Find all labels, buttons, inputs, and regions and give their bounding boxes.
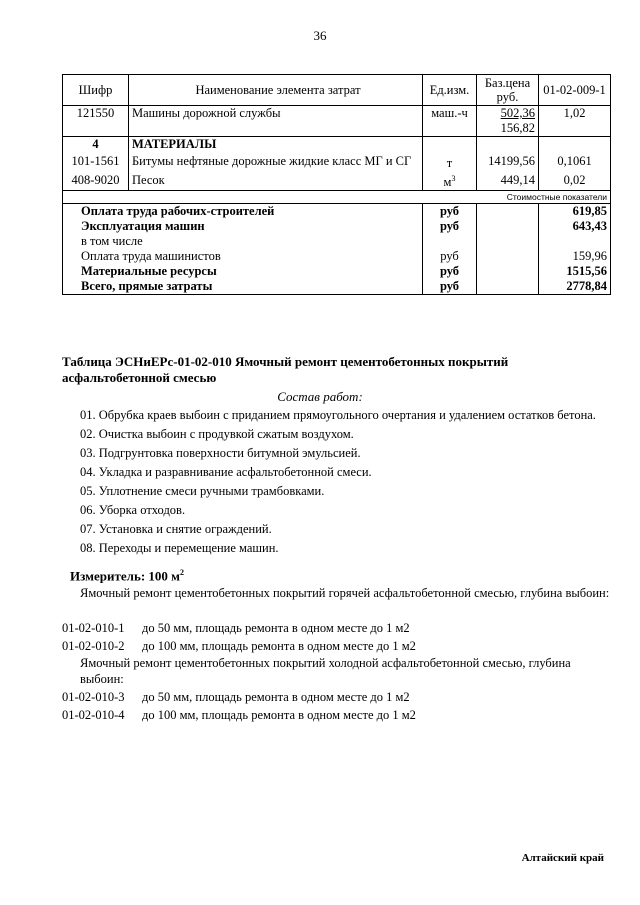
cell-unit: т	[423, 152, 477, 171]
cell-unit: руб	[423, 264, 477, 279]
cell-name: в том числе	[63, 234, 423, 249]
norm-text: до 50 мм, площадь ремонта в одном месте до 1 м2	[142, 690, 410, 704]
table-row-machines-price2	[63, 121, 611, 137]
table-header-row	[63, 75, 611, 106]
cell-name: Оплата труда машинистов	[63, 249, 423, 264]
cell-name: Битумы нефтяные дорожные жидкие класс МГ и СГ	[129, 152, 423, 171]
table-row-cost-caption	[63, 191, 611, 204]
cell-code: 408-9020	[63, 171, 129, 191]
cell-name: МАТЕРИАЛЫ	[129, 137, 423, 153]
table-row-material	[63, 171, 611, 191]
cell-unit: руб	[423, 219, 477, 234]
cell-value: 0,1061	[539, 152, 611, 171]
list-item: 07. Установка и снятие ограждений.	[80, 522, 272, 536]
hot-mix-description: Ямочный ремонт цементобетонных покрытий горячей асфальтобетонной смесью, глубина выбоин:	[80, 586, 610, 600]
code-row	[62, 620, 410, 636]
cell-value: 0,02	[539, 171, 611, 191]
cell-unit: маш.-ч	[423, 106, 477, 122]
cell-code: 121550	[63, 106, 129, 122]
cell-price: 502,36	[477, 106, 539, 122]
cell-name: Материальные ресурсы	[63, 264, 423, 279]
list-item: 04. Укладка и разравнивание асфальтобетонной смеси.	[80, 465, 372, 479]
header-price	[477, 75, 539, 106]
norm-code: 01-02-010-1	[62, 621, 125, 635]
table-title-line1: Таблица ЭСНиЕРс-01-02-010 Ямочный ремонт цементобетонных покрытий	[62, 354, 509, 369]
table-title	[62, 354, 582, 386]
list-item: 08. Переходы и перемещение машин.	[80, 541, 279, 555]
list-item: 01. Обрубка краев выбоин с приданием прямоугольного очертания и удалением остатков бетона.	[80, 408, 596, 422]
works-list	[80, 407, 600, 559]
table-row-material-resources	[63, 264, 611, 279]
cell-value: 1,02	[539, 106, 611, 122]
list-item: 05. Уплотнение смеси ручными трамбовками.	[80, 484, 325, 498]
table-row-material	[63, 152, 611, 171]
cell-name: Песок	[129, 171, 423, 191]
cost-caption: Стоимостные показатели	[63, 191, 611, 204]
list-item: 06. Уборка отходов.	[80, 503, 186, 517]
norm-text: до 50 мм, площадь ремонта в одном месте до 1 м2	[142, 621, 410, 635]
table-title-line2: асфальтобетонной смесью	[62, 370, 217, 385]
cell-price: 449,14	[477, 171, 539, 191]
table-row-total	[63, 279, 611, 295]
table-row-operators	[63, 249, 611, 264]
cell-name: Эксплуатация машин	[63, 219, 423, 234]
page-number: 36	[313, 28, 327, 43]
code-row	[62, 689, 410, 705]
cell-code: 101-1561	[63, 152, 129, 171]
cell-value: 2778,84	[539, 279, 611, 295]
norm-code: 01-02-010-4	[62, 708, 125, 722]
header-price-line1: Баз.цена	[484, 76, 531, 90]
norm-code: 01-02-010-3	[62, 690, 125, 704]
table-row-machines	[63, 106, 611, 122]
code-row	[62, 638, 416, 654]
cell-value: 159,96	[539, 249, 611, 264]
cell-unit: руб	[423, 204, 477, 220]
cold-mix-description: Ямочный ремонт цементобетонных покрытий холодной асфальтобетонной смесью, глубина выбоин:	[80, 656, 571, 686]
footer-region: Алтайский край	[521, 852, 604, 864]
table-row-labor	[63, 204, 611, 220]
cell-unit: руб	[423, 279, 477, 295]
cell-unit: $м^3$	[423, 171, 477, 191]
cell-price: 14199,56	[477, 152, 539, 171]
cell-value: 619,85	[539, 204, 611, 220]
code-row	[62, 707, 416, 723]
table-row-machine-operation	[63, 219, 611, 234]
cell-name: Оплата труда рабочих-строителей	[63, 204, 423, 220]
cell-unit: руб	[423, 249, 477, 264]
cell-value: 643,43	[539, 219, 611, 234]
norm-text: до 100 мм, площадь ремонта в одном месте до 1 м2	[142, 639, 416, 653]
cell-value: 1515,56	[539, 264, 611, 279]
measure-sup: 2	[180, 568, 185, 577]
cell-name: Машины дорожной службы	[129, 106, 423, 122]
header-price-line2: руб.	[496, 90, 519, 104]
norm-text: до 100 мм, площадь ремонта в одном месте до 1 м2	[142, 708, 416, 722]
cell-code: 4	[63, 137, 129, 153]
cell-price-2: 156,82	[477, 121, 539, 137]
header-code: Шифр	[63, 75, 129, 106]
list-item: 03. Подгрунтовка поверхности битумной эмульсией.	[80, 446, 361, 460]
cell-name: Всего, прямые затраты	[63, 279, 423, 295]
table-row-including	[63, 234, 611, 249]
works-title: Состав работ:	[277, 389, 363, 404]
header-norm: 01-02-009-1	[539, 75, 611, 106]
header-unit: Ед.изм.	[423, 75, 477, 106]
resource-table	[62, 74, 611, 295]
measure-unit	[70, 568, 184, 584]
list-item: 02. Очистка выбоин с продувкой сжатым воздухом.	[80, 427, 354, 441]
measure-label: Измеритель: 100 м	[70, 568, 181, 584]
norm-code: 01-02-010-2	[62, 639, 125, 653]
header-name: Наименование элемента затрат	[129, 75, 423, 106]
table-row-materials-header	[63, 137, 611, 153]
